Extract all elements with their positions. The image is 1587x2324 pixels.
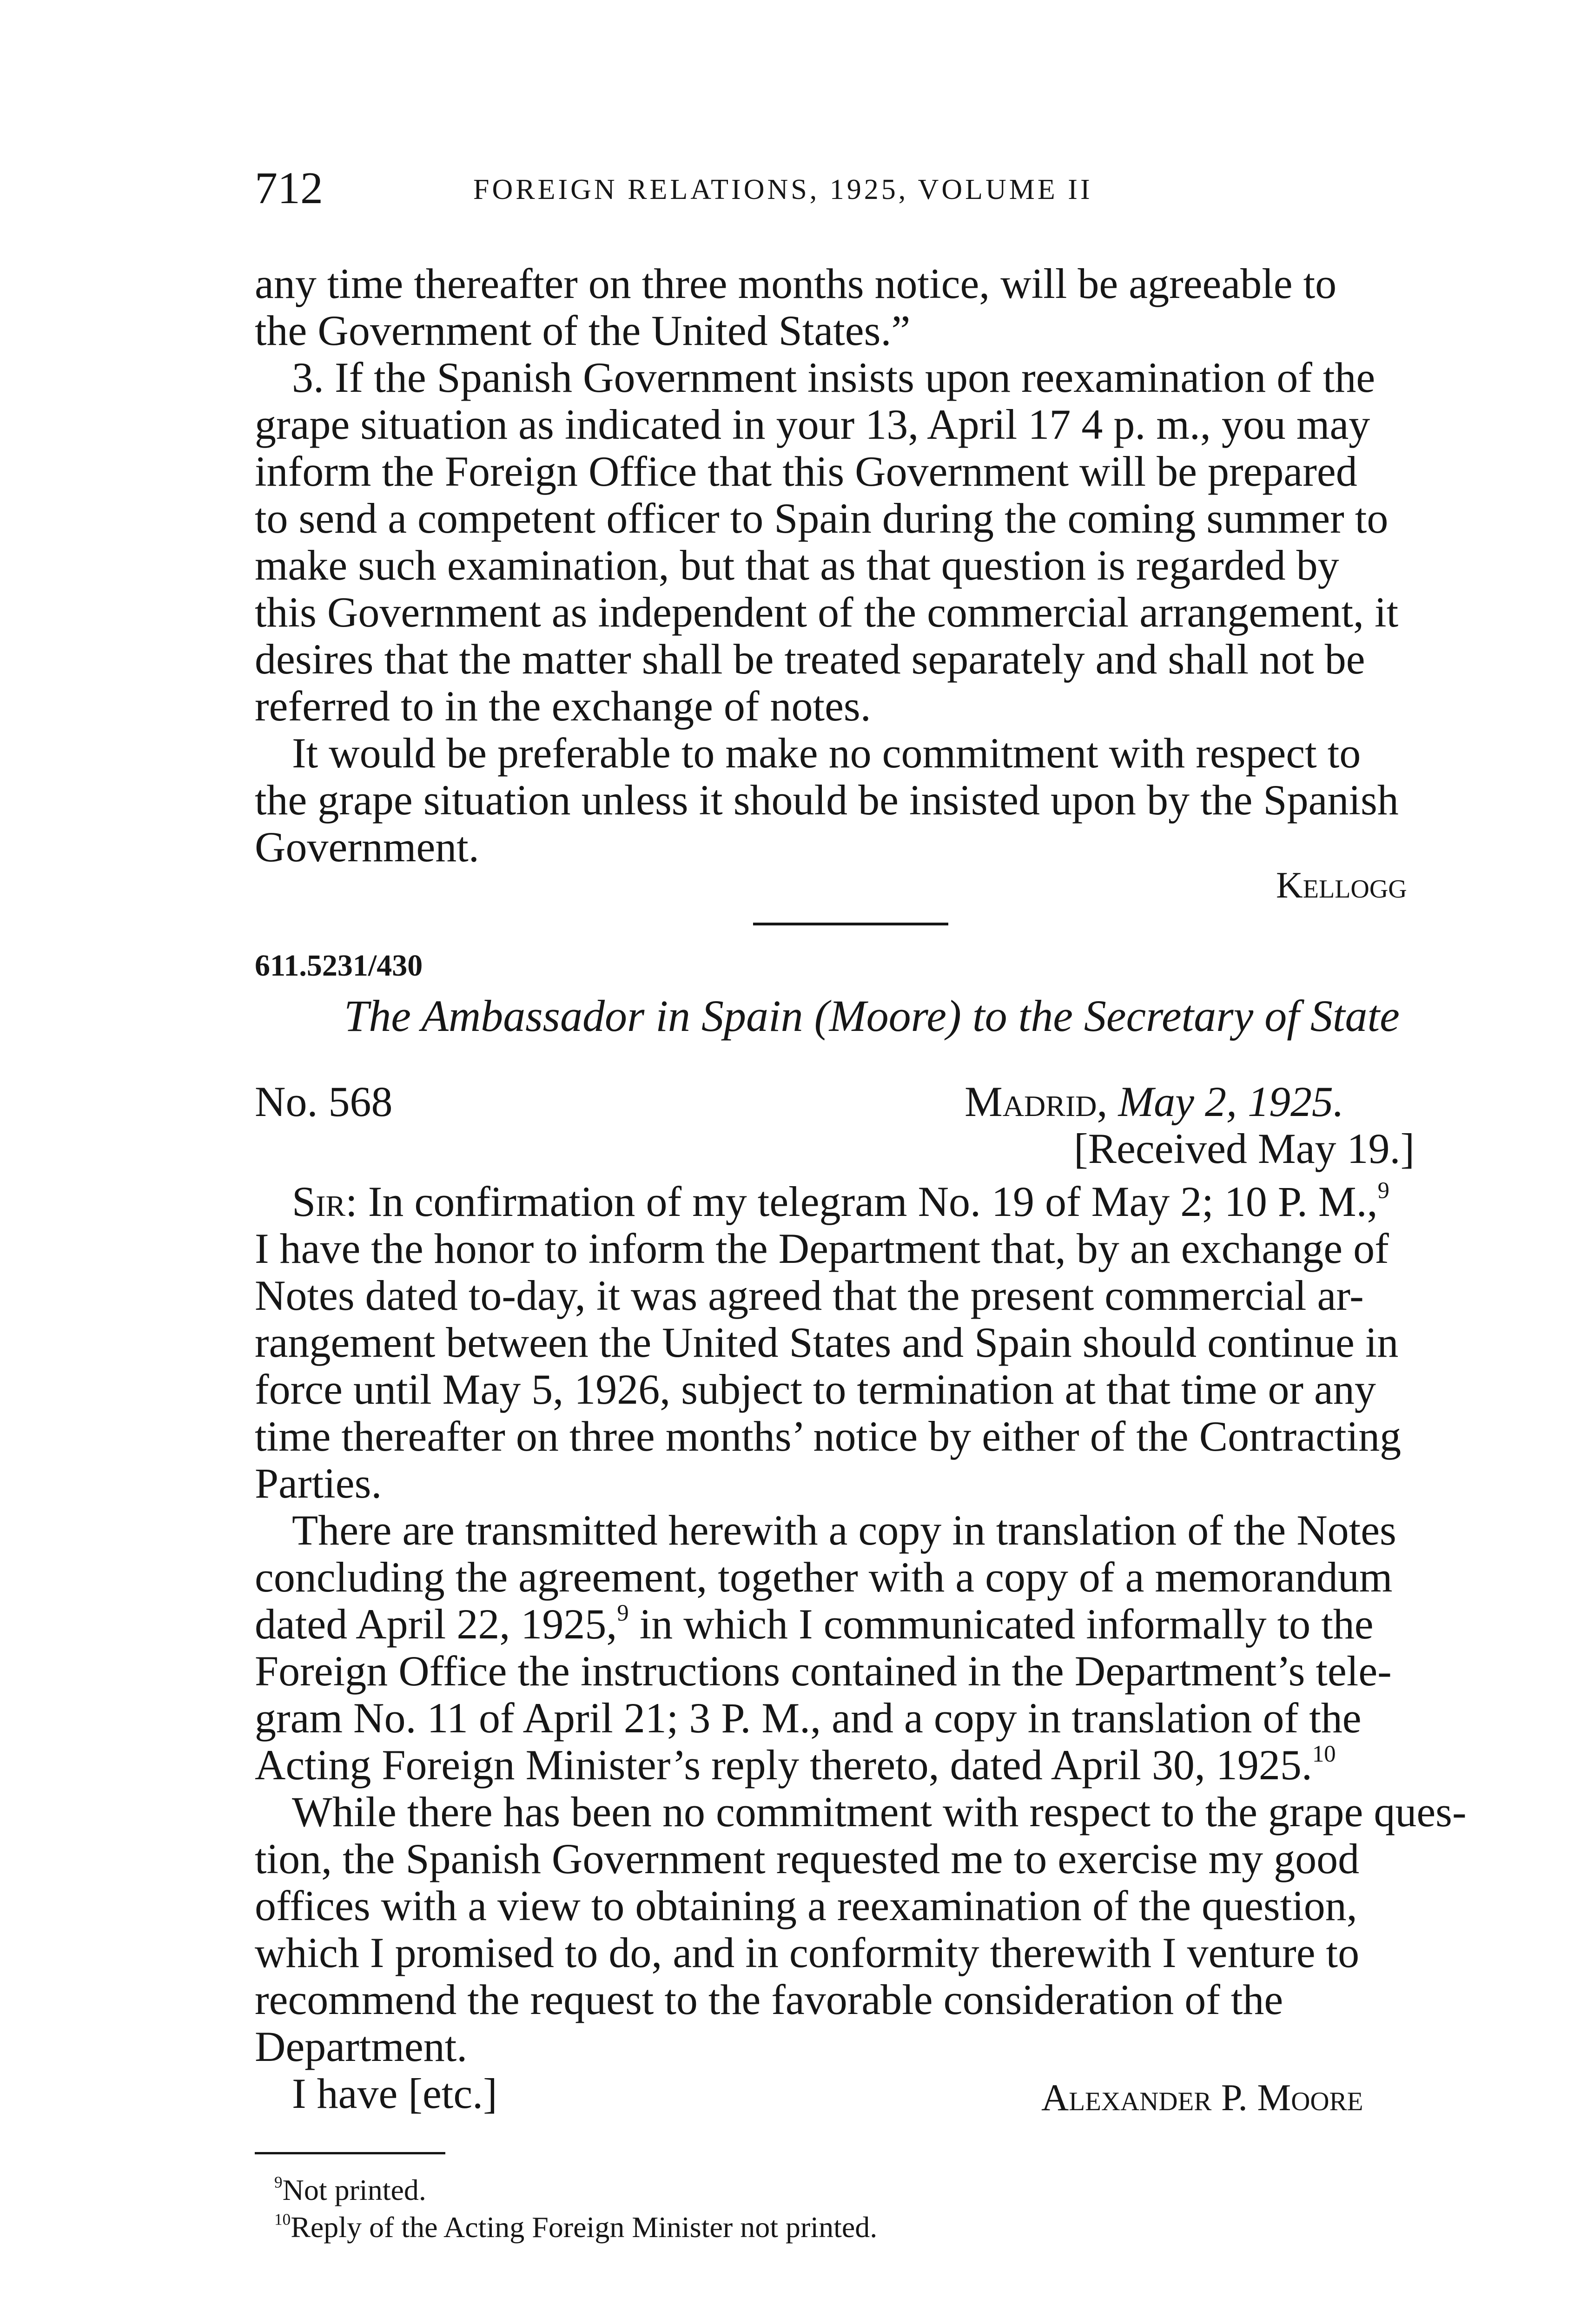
body-line: gram No. 11 of April 21; 3 P. M., and a copy in translation of the: [255, 1694, 1362, 1742]
dateline-place: Madrid,: [965, 1078, 1108, 1125]
body-line: make such examination, but that as that question is regarded by: [255, 541, 1339, 589]
body-line: Acting Foreign Minister’s reply thereto, dated April 30, 1925.10: [255, 1741, 1336, 1789]
signature-kellogg: Kellogg: [1276, 865, 1407, 906]
closing: I have [etc.]: [292, 2070, 497, 2117]
body-line: rangement between the United States and Spain should continue in: [255, 1319, 1399, 1366]
body-line: time thereafter on three months’ notice by either of the Contracting: [255, 1413, 1402, 1460]
salutation: Sir:: [292, 1178, 357, 1225]
body-line: tion, the Spanish Government requested me to exercise my good: [255, 1835, 1360, 1882]
document-number: No. 568: [255, 1078, 393, 1125]
body-line: to send a competent officer to Spain during the coming summer to: [255, 495, 1389, 542]
body-line: which I promised to do, and in conformity therewith I venture to: [255, 1929, 1360, 1976]
body-line: There are transmitted herewith a copy in translation of the Notes: [292, 1506, 1396, 1554]
body-line: I have the honor to inform the Department that, by an exchange of: [255, 1225, 1389, 1272]
body-line: desires that the matter shall be treated separately and shall not be: [255, 635, 1365, 683]
body-line: grape situation as indicated in your 13, April 17 4 p. m., you may: [255, 401, 1370, 448]
body-line: inform the Foreign Office that this Government will be prepared: [255, 448, 1357, 495]
footnote-ref: 9: [617, 1600, 629, 1626]
footnote: $^{10}$Reply of the Acting Foreign Minister not printed.: [274, 2210, 878, 2244]
dateline: [965, 1078, 1344, 1125]
footnote-ref: 9: [1377, 1177, 1389, 1204]
body-line: dated April 22, 1925,$^9$ in which I communicated informally to the: [255, 1600, 1374, 1648]
signature-moore: Alexander P. Moore: [1041, 2076, 1363, 2119]
body-line: offices with a view to obtaining a reexamination of the question,: [255, 1882, 1357, 1929]
body-line: any time thereafter on three months notice, will be agreeable to: [255, 260, 1337, 307]
document-title: The Ambassador in Spain (Moore) to the Secretary of State: [344, 991, 1400, 1041]
body-line: Department.: [255, 2023, 468, 2070]
body-line: concluding the agreement, together with a copy of a memorandum: [255, 1553, 1393, 1601]
footnote-ref: 10: [1312, 1741, 1336, 1767]
body-line: 3. If the Spanish Government insists upon reexamination of the: [292, 354, 1375, 401]
body-line: Parties.: [255, 1459, 382, 1507]
file-number: 611.5231/430: [255, 949, 423, 983]
body-line: Notes dated to-day, it was agreed that the present commercial ar-: [255, 1272, 1364, 1319]
section-divider: [753, 923, 948, 925]
first-line: [292, 1178, 1389, 1225]
body-line: the Government of the United States.”: [255, 307, 911, 354]
page-number: 712: [255, 163, 323, 213]
body-line: Government.: [255, 823, 479, 871]
body-line: the grape situation unless it should be insisted upon by the Spanish: [255, 776, 1399, 824]
footnote: $^9$Not printed.: [274, 2173, 426, 2206]
body-line: Foreign Office the instructions contained in the Department’s tele-: [255, 1647, 1392, 1695]
body-line: recommend the request to the favorable consideration of the: [255, 1976, 1283, 2023]
received-note: [Received May 19.]: [1074, 1125, 1415, 1172]
body-line: force until May 5, 1926, subject to termination at that time or any: [255, 1366, 1376, 1413]
dateline-date: May 2, 1925.: [1118, 1078, 1344, 1125]
page-header: [255, 163, 1454, 214]
footnote-divider: [255, 2152, 445, 2154]
body-line: While there has been no commitment with respect to the grape ques-: [292, 1788, 1467, 1835]
body-line: It would be preferable to make no commitment with respect to: [292, 729, 1361, 777]
running-head: FOREIGN RELATIONS, 1925, VOLUME II: [473, 174, 1093, 205]
first-line-text: In confirmation of my telegram No. 19 of May 2; 10 P. M.,: [357, 1178, 1378, 1225]
body-line: this Government as independent of the commercial arrangement, it: [255, 588, 1399, 636]
body-line: referred to in the exchange of notes.: [255, 682, 871, 730]
